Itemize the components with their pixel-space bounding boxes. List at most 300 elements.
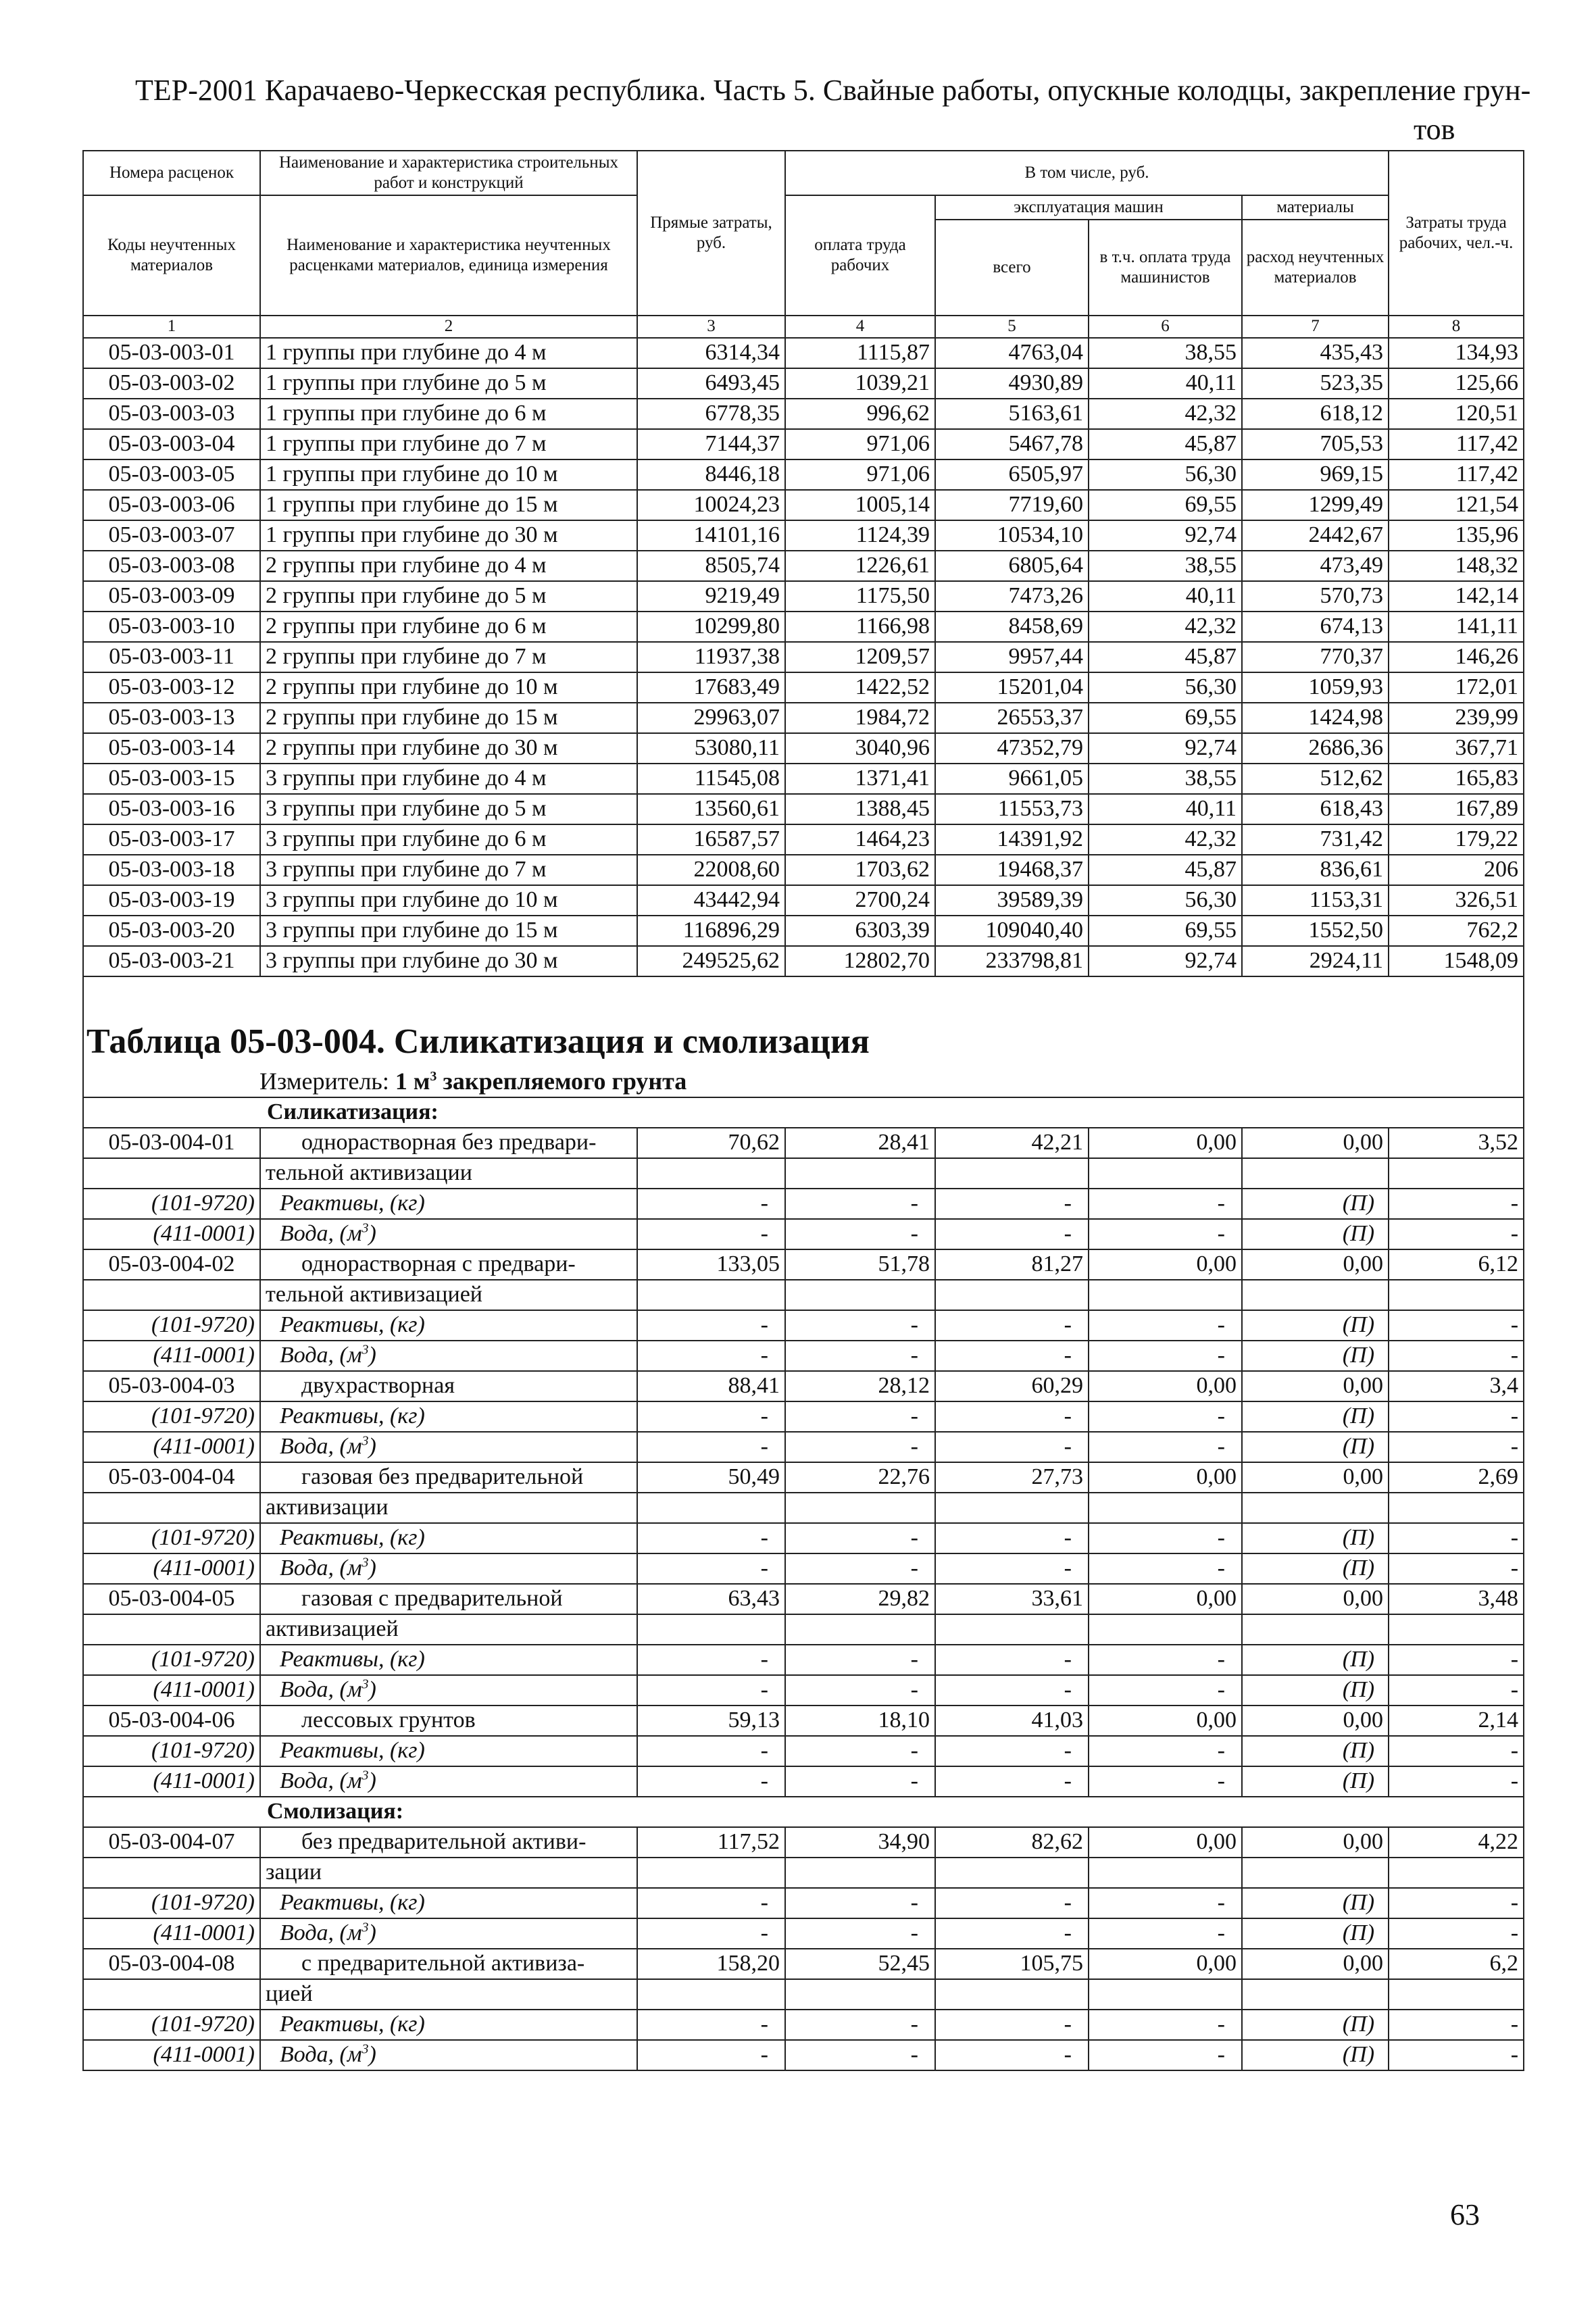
empty-value-dash: -	[1389, 1310, 1524, 1341]
value-cell: 158,20	[637, 1949, 785, 1979]
rate-code: 05-03-004-04	[83, 1462, 260, 1493]
value-cell: 5163,61	[935, 399, 1089, 429]
value-cell: 135,96	[1389, 520, 1524, 551]
value-cell: 0,00	[1242, 1827, 1389, 1858]
value-cell: 731,42	[1242, 824, 1389, 855]
rate-code: 05-03-003-03	[83, 399, 260, 429]
empty-cell	[1242, 1614, 1389, 1645]
empty-cell	[785, 1158, 935, 1189]
work-description: однорастворная с предвари-	[260, 1249, 637, 1280]
material-name	[260, 1310, 637, 1341]
material-flag: (П)	[1242, 1553, 1389, 1584]
empty-cell	[637, 1158, 785, 1189]
value-cell: 45,87	[1089, 642, 1242, 672]
work-description: без предварительной активи-	[260, 1827, 637, 1858]
empty-value-dash: -	[1089, 1341, 1242, 1371]
work-description: газовая без предварительной	[260, 1462, 637, 1493]
material-code: (411-0001)	[83, 1432, 260, 1462]
empty-value-dash: -	[935, 1432, 1089, 1462]
page-number: 63	[1450, 2198, 1480, 2231]
material-code: (101-9720)	[83, 1401, 260, 1432]
value-cell: 12802,70	[785, 946, 935, 976]
material-name-text: Реактивы, (кг)	[280, 1647, 425, 1672]
material-code: (101-9720)	[83, 1645, 260, 1675]
material-code: (411-0001)	[83, 1341, 260, 1371]
header-labor-costs: Затраты труда рабочих, чел.-ч.	[1389, 151, 1524, 316]
rates-table	[82, 150, 1524, 2071]
material-row	[83, 1918, 1524, 1949]
empty-value-dash: -	[935, 2010, 1089, 2040]
value-cell: 42,21	[935, 1128, 1089, 1158]
empty-value-dash: -	[637, 1918, 785, 1949]
table-row	[83, 885, 1524, 916]
empty-value-dash: -	[1389, 1675, 1524, 1706]
empty-value-dash: -	[1389, 1736, 1524, 1766]
value-cell: 28,12	[785, 1371, 935, 1401]
table-row	[83, 764, 1524, 794]
material-flag: (П)	[1242, 1189, 1389, 1219]
material-name	[260, 1766, 637, 1797]
rate-code: 05-03-003-13	[83, 703, 260, 733]
material-flag: (П)	[1242, 1310, 1389, 1341]
value-cell: 14391,92	[935, 824, 1089, 855]
value-cell: 971,06	[785, 459, 935, 490]
value-cell: 116896,29	[637, 916, 785, 946]
value-cell: 1424,98	[1242, 703, 1389, 733]
empty-cell	[1389, 1158, 1524, 1189]
rate-code: 05-03-003-04	[83, 429, 260, 459]
material-row	[83, 1553, 1524, 1584]
rate-code: 05-03-003-12	[83, 672, 260, 703]
work-description: 1 группы при глубине до 10 м	[260, 459, 637, 490]
empty-value-dash: -	[785, 1888, 935, 1918]
empty-value-dash: -	[637, 2040, 785, 2070]
material-name	[260, 1341, 637, 1371]
material-code: (101-9720)	[83, 1736, 260, 1766]
rate-code: 05-03-003-06	[83, 490, 260, 520]
column-index: 7	[1242, 316, 1389, 338]
empty-value-dash: -	[637, 1553, 785, 1584]
value-cell: 0,00	[1242, 1371, 1389, 1401]
table-row	[83, 794, 1524, 824]
material-code: (101-9720)	[83, 1310, 260, 1341]
value-cell: 120,51	[1389, 399, 1524, 429]
empty-value-dash: -	[1389, 1189, 1524, 1219]
material-flag: (П)	[1242, 1523, 1389, 1553]
material-row	[83, 1310, 1524, 1341]
empty-value-dash: -	[1089, 2010, 1242, 2040]
value-cell: 1388,45	[785, 794, 935, 824]
empty-cell	[1242, 1280, 1389, 1310]
table-004-title-row	[83, 1001, 1524, 1068]
material-flag: (П)	[1242, 2040, 1389, 2070]
table-row	[83, 1371, 1524, 1401]
material-flag: (П)	[1242, 1401, 1389, 1432]
value-cell: 41,03	[935, 1706, 1089, 1736]
work-description: двухрастворная	[260, 1371, 637, 1401]
value-cell: 38,55	[1089, 338, 1242, 368]
material-name-text: Вода, (м	[280, 1677, 362, 1702]
empty-value-dash: -	[1089, 1189, 1242, 1219]
value-cell: 40,11	[1089, 794, 1242, 824]
value-cell: 1166,98	[785, 612, 935, 642]
work-description: 3 группы при глубине до 7 м	[260, 855, 637, 885]
empty-value-dash: -	[637, 1645, 785, 1675]
material-name	[260, 1645, 637, 1675]
header-including: В том числе, руб.	[785, 151, 1389, 195]
section-resinization	[83, 1797, 1524, 1827]
material-code: (411-0001)	[83, 1918, 260, 1949]
value-cell: 770,37	[1242, 642, 1389, 672]
value-cell: 6,2	[1389, 1949, 1524, 1979]
value-cell: 43442,94	[637, 885, 785, 916]
value-cell: 0,00	[1089, 1128, 1242, 1158]
value-cell: 0,00	[1242, 1128, 1389, 1158]
column-index: 6	[1089, 316, 1242, 338]
empty-value-dash: -	[637, 1432, 785, 1462]
value-cell: 9661,05	[935, 764, 1089, 794]
value-cell: 13560,61	[637, 794, 785, 824]
material-row	[83, 1189, 1524, 1219]
table-body	[83, 151, 1524, 2070]
value-cell: 29963,07	[637, 703, 785, 733]
empty-value-dash: -	[1089, 1645, 1242, 1675]
table-row-continuation	[83, 1280, 1524, 1310]
rate-code: 05-03-003-08	[83, 551, 260, 581]
rate-code: 05-03-003-18	[83, 855, 260, 885]
column-index-row	[83, 316, 1524, 338]
value-cell: 69,55	[1089, 490, 1242, 520]
empty-value-dash: -	[637, 2010, 785, 2040]
empty-value-dash: -	[785, 2040, 935, 2070]
value-cell: 7144,37	[637, 429, 785, 459]
value-cell: 10299,80	[637, 612, 785, 642]
empty-cell	[785, 1280, 935, 1310]
material-name-text: Вода, (м	[280, 1768, 362, 1793]
value-cell: 233798,81	[935, 946, 1089, 976]
material-name-text: Реактивы, (кг)	[280, 1890, 425, 1915]
table-row	[83, 916, 1524, 946]
empty-cell	[1389, 1858, 1524, 1888]
rate-code: 05-03-003-07	[83, 520, 260, 551]
material-row	[83, 1341, 1524, 1371]
material-flag: (П)	[1242, 2010, 1389, 2040]
empty-value-dash: -	[1089, 1523, 1242, 1553]
material-row	[83, 1645, 1524, 1675]
material-row	[83, 2010, 1524, 2040]
empty-value-dash: -	[1389, 1645, 1524, 1675]
unit-close: )	[368, 1768, 376, 1793]
page-title: ТЕР-2001 Карачаево-Черкесская республика. Часть 5. Свайные работы, опускные колодцы, закрепление грун-	[135, 74, 1531, 107]
value-cell: 105,75	[935, 1949, 1089, 1979]
work-description: 1 группы при глубине до 15 м	[260, 490, 637, 520]
value-cell: 5467,78	[935, 429, 1089, 459]
empty-cell	[83, 1858, 260, 1888]
empty-value-dash: -	[637, 1736, 785, 1766]
value-cell: 28,41	[785, 1128, 935, 1158]
empty-value-dash: -	[1389, 2040, 1524, 2070]
value-cell: 1299,49	[1242, 490, 1389, 520]
value-cell: 2442,67	[1242, 520, 1389, 551]
unit-close: )	[368, 1677, 376, 1702]
value-cell: 92,74	[1089, 733, 1242, 764]
value-cell: 473,49	[1242, 551, 1389, 581]
empty-value-dash: -	[935, 1645, 1089, 1675]
value-cell: 19468,37	[935, 855, 1089, 885]
value-cell: 523,35	[1242, 368, 1389, 399]
empty-cell	[1089, 1158, 1242, 1189]
value-cell: 2700,24	[785, 885, 935, 916]
unit-close: )	[368, 1920, 376, 1945]
table-row	[83, 1584, 1524, 1614]
empty-value-dash: -	[1089, 1736, 1242, 1766]
value-cell: 60,29	[935, 1371, 1089, 1401]
value-cell: 33,61	[935, 1584, 1089, 1614]
value-cell: 11937,38	[637, 642, 785, 672]
value-cell: 7719,60	[935, 490, 1089, 520]
value-cell: 0,00	[1089, 1706, 1242, 1736]
table-row	[83, 672, 1524, 703]
material-row	[83, 1219, 1524, 1249]
value-cell: 142,14	[1389, 581, 1524, 612]
work-description: 1 группы при глубине до 5 м	[260, 368, 637, 399]
value-cell: 69,55	[1089, 916, 1242, 946]
value-cell: 1124,39	[785, 520, 935, 551]
value-cell: 14101,16	[637, 520, 785, 551]
value-cell: 512,62	[1242, 764, 1389, 794]
value-cell: 56,30	[1089, 459, 1242, 490]
empty-cell	[83, 1493, 260, 1523]
rate-code: 05-03-004-05	[83, 1584, 260, 1614]
value-cell: 6314,34	[637, 338, 785, 368]
empty-cell	[1089, 1614, 1242, 1645]
value-cell: 570,73	[1242, 581, 1389, 612]
value-cell: 92,74	[1089, 520, 1242, 551]
value-cell: 0,00	[1089, 1827, 1242, 1858]
value-cell: 50,49	[637, 1462, 785, 1493]
value-cell: 27,73	[935, 1462, 1089, 1493]
value-cell: 705,53	[1242, 429, 1389, 459]
material-code: (411-0001)	[83, 1766, 260, 1797]
value-cell: 1548,09	[1389, 946, 1524, 976]
table-row	[83, 429, 1524, 459]
work-description-continuation: активизацией	[260, 1614, 637, 1645]
material-name	[260, 1219, 637, 1249]
header-material-description: Наименование и характеристика неучтенных расценками материалов, единица измерения	[260, 195, 637, 316]
empty-cell	[1389, 1614, 1524, 1645]
value-cell: 8458,69	[935, 612, 1089, 642]
value-cell: 38,55	[1089, 551, 1242, 581]
value-cell: 15201,04	[935, 672, 1089, 703]
work-description: 1 группы при глубине до 7 м	[260, 429, 637, 459]
table-row-continuation	[83, 1158, 1524, 1189]
material-code: (411-0001)	[83, 2040, 260, 2070]
material-flag: (П)	[1242, 1918, 1389, 1949]
spacer-cell	[83, 976, 1524, 1001]
empty-value-dash: -	[785, 1918, 935, 1949]
material-row	[83, 1888, 1524, 1918]
table-row	[83, 459, 1524, 490]
empty-cell	[83, 1158, 260, 1189]
empty-cell	[637, 1979, 785, 2010]
value-cell: 56,30	[1089, 885, 1242, 916]
empty-value-dash: -	[1089, 1401, 1242, 1432]
material-flag: (П)	[1242, 1341, 1389, 1371]
material-name-text: Реактивы, (кг)	[280, 1191, 425, 1216]
unit-exponent: 3	[361, 1220, 369, 1236]
value-cell: 1039,21	[785, 368, 935, 399]
value-cell: 53080,11	[637, 733, 785, 764]
empty-cell	[935, 1493, 1089, 1523]
value-cell: 172,01	[1389, 672, 1524, 703]
rate-code: 05-03-003-02	[83, 368, 260, 399]
rate-code: 05-03-004-07	[83, 1827, 260, 1858]
material-row	[83, 1766, 1524, 1797]
empty-cell	[83, 1614, 260, 1645]
value-cell: 133,05	[637, 1249, 785, 1280]
material-name-text: Реактивы, (кг)	[280, 1312, 425, 1337]
table-row	[83, 642, 1524, 672]
material-name	[260, 1401, 637, 1432]
value-cell: 148,32	[1389, 551, 1524, 581]
value-cell: 11545,08	[637, 764, 785, 794]
material-name	[260, 1432, 637, 1462]
material-name	[260, 2010, 637, 2040]
material-flag: (П)	[1242, 1766, 1389, 1797]
work-description: с предварительной активиза-	[260, 1949, 637, 1979]
value-cell: 141,11	[1389, 612, 1524, 642]
value-cell: 1209,57	[785, 642, 935, 672]
empty-value-dash: -	[785, 1766, 935, 1797]
empty-value-dash: -	[785, 1341, 935, 1371]
unit-exponent: 3	[361, 1342, 369, 1358]
empty-cell	[1242, 1858, 1389, 1888]
section-empty-cell	[83, 1097, 260, 1128]
material-code: (411-0001)	[83, 1219, 260, 1249]
value-cell: 45,87	[1089, 855, 1242, 885]
column-index: 5	[935, 316, 1089, 338]
value-cell: 70,62	[637, 1128, 785, 1158]
empty-value-dash: -	[1389, 1888, 1524, 1918]
meter-unit-exponent: 3	[430, 1069, 437, 1084]
work-description: 3 группы при глубине до 4 м	[260, 764, 637, 794]
empty-value-dash: -	[935, 1189, 1089, 1219]
empty-value-dash: -	[785, 2010, 935, 2040]
empty-value-dash: -	[935, 1888, 1089, 1918]
unit-close: )	[368, 1221, 376, 1246]
material-name-text: Реактивы, (кг)	[280, 1403, 425, 1428]
empty-value-dash: -	[935, 1523, 1089, 1553]
empty-cell	[1089, 1280, 1242, 1310]
empty-value-dash: -	[785, 1219, 935, 1249]
rates-table-container	[82, 150, 1523, 2071]
header-unaccounted-materials: расход неучтенных материалов	[1242, 220, 1389, 316]
empty-value-dash: -	[785, 1675, 935, 1706]
empty-value-dash: -	[785, 1401, 935, 1432]
material-name-text: Вода, (м	[280, 1434, 362, 1459]
value-cell: 167,89	[1389, 794, 1524, 824]
value-cell: 1005,14	[785, 490, 935, 520]
work-description: газовая с предварительной	[260, 1584, 637, 1614]
rate-code: 05-03-003-01	[83, 338, 260, 368]
work-description: 1 группы при глубине до 30 м	[260, 520, 637, 551]
value-cell: 88,41	[637, 1371, 785, 1401]
value-cell: 206	[1389, 855, 1524, 885]
value-cell: 0,00	[1089, 1584, 1242, 1614]
empty-value-dash: -	[935, 1766, 1089, 1797]
value-cell: 1059,93	[1242, 672, 1389, 703]
empty-cell	[1242, 1158, 1389, 1189]
work-description: 3 группы при глубине до 10 м	[260, 885, 637, 916]
material-name	[260, 1675, 637, 1706]
value-cell: 6805,64	[935, 551, 1089, 581]
material-row	[83, 2040, 1524, 2070]
material-name	[260, 1888, 637, 1918]
meter-row	[83, 1068, 1524, 1097]
empty-cell	[785, 1614, 935, 1645]
material-flag: (П)	[1242, 1675, 1389, 1706]
section-spacer	[83, 976, 1524, 1001]
table-004-title: Таблица 05-03-004. Силикатизация и смолизация	[83, 1001, 1524, 1068]
empty-cell	[1242, 1979, 1389, 2010]
empty-value-dash: -	[935, 1310, 1089, 1341]
header-materials: материалы	[1242, 195, 1389, 220]
section-empty-cell	[83, 1797, 260, 1827]
material-row	[83, 1401, 1524, 1432]
empty-value-dash: -	[1089, 1918, 1242, 1949]
value-cell: 17683,49	[637, 672, 785, 703]
meter-unit-tail: закрепляемого грунта	[437, 1068, 687, 1095]
value-cell: 10024,23	[637, 490, 785, 520]
empty-cell	[935, 1158, 1089, 1189]
value-cell: 42,32	[1089, 399, 1242, 429]
value-cell: 4763,04	[935, 338, 1089, 368]
rate-code: 05-03-003-15	[83, 764, 260, 794]
header-direct-costs: Прямые затраты, руб.	[637, 151, 785, 316]
unit-exponent: 3	[361, 1676, 369, 1692]
value-cell: 40,11	[1089, 368, 1242, 399]
table-row	[83, 520, 1524, 551]
unit-exponent: 3	[361, 2041, 369, 2057]
work-description: 3 группы при глубине до 6 м	[260, 824, 637, 855]
material-name-text: Реактивы, (кг)	[280, 1525, 425, 1550]
material-code: (101-9720)	[83, 2010, 260, 2040]
value-cell: 69,55	[1089, 703, 1242, 733]
empty-value-dash: -	[1089, 2040, 1242, 2070]
value-cell: 7473,26	[935, 581, 1089, 612]
rate-code: 05-03-003-19	[83, 885, 260, 916]
value-cell: 121,54	[1389, 490, 1524, 520]
value-cell: 9957,44	[935, 642, 1089, 672]
empty-cell	[637, 1280, 785, 1310]
material-name-text: Вода, (м	[280, 1920, 362, 1945]
value-cell: 117,52	[637, 1827, 785, 1858]
work-description: 2 группы при глубине до 5 м	[260, 581, 637, 612]
empty-value-dash: -	[785, 1645, 935, 1675]
value-cell: 1153,31	[1242, 885, 1389, 916]
empty-value-dash: -	[1389, 1401, 1524, 1432]
table-row	[83, 855, 1524, 885]
rate-code: 05-03-004-01	[83, 1128, 260, 1158]
work-description-continuation: зации	[260, 1858, 637, 1888]
value-cell: 435,43	[1242, 338, 1389, 368]
empty-value-dash: -	[935, 2040, 1089, 2070]
value-cell: 836,61	[1242, 855, 1389, 885]
value-cell: 0,00	[1089, 1249, 1242, 1280]
work-description-continuation: цией	[260, 1979, 637, 2010]
value-cell: 1115,87	[785, 338, 935, 368]
work-description: 3 группы при глубине до 30 м	[260, 946, 637, 976]
